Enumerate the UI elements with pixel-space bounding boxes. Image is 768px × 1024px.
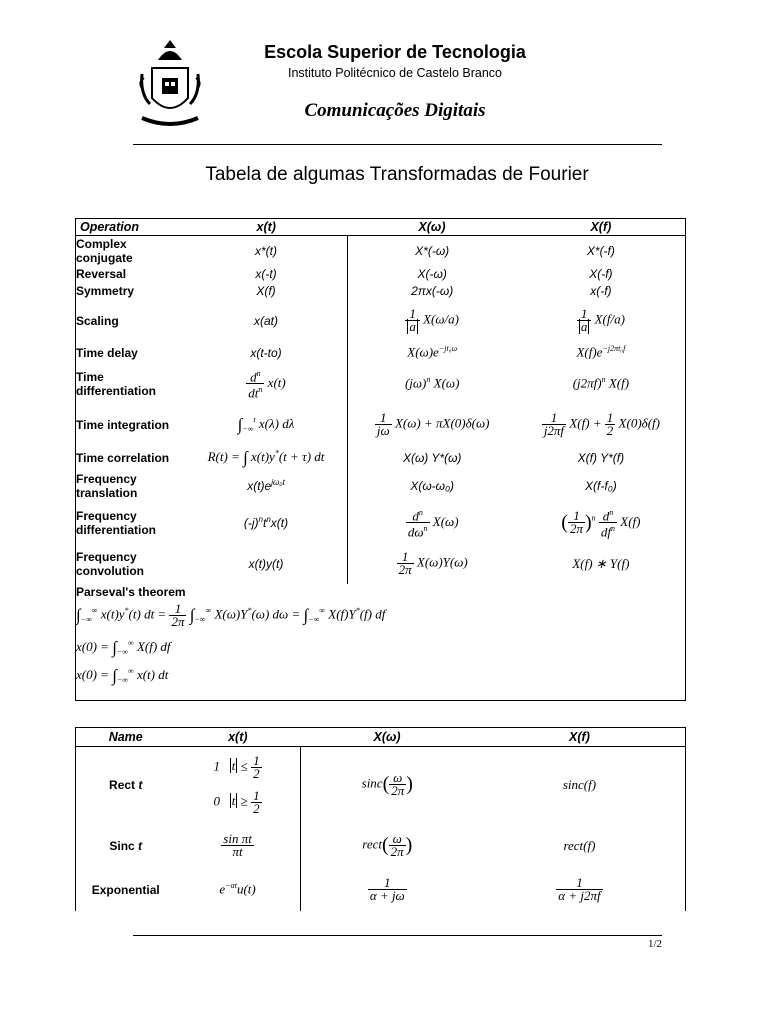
parseval-equation: $\int_{-\infty}^\infty$ x(t)y*(t) dt = $\frac{1}{2\pi}$ $\int_{-\infty}^\infty$ X(ω)Y*(ω) $d\omega = \int_{-\infty}^\infty$ X(f)Y*(f) df [76,601,386,629]
formula-xw: 2πx(-ω) [347,283,517,300]
page-header [0,0,768,150]
operation-label: Complex conjugate [76,236,133,265]
formula-xt: $e^{-\alpha t}u(t)$ [219,881,256,897]
col-xt: x(t) [175,728,300,747]
formula-xf: $\frac{1}{a}$ X(f/a) [517,300,686,342]
formula-xt: $x(t)e^{j\omega_0t}$ [247,477,285,493]
operation-label: Time correlation [76,450,170,465]
formula-xf: $(j2\pi f)^n$ X(f) [572,375,630,391]
formula-xf: ( $\frac{1}{2\pi}$ )$^n$ $\frac{d^n}{df^n}$ X(f) [561,507,641,540]
table-row [76,342,686,364]
formula-xf: rect(f) [563,837,596,853]
table-row [76,502,686,544]
parseval-title: Parseval's theorem [76,584,186,599]
table-row [76,266,686,283]
table-row [76,544,686,584]
parseval-equation: $x(0) = \int_{-\infty}^\infty$ x(t) dt [76,665,169,685]
parseval-equation: $x(0) = \int_{-\infty}^\infty$ X(f) df [76,637,171,657]
formula-xw: $\frac{1}{\alpha + j\omega}$ [300,869,474,911]
parseval-row [76,600,686,632]
formula-xw: rect( $\frac{\omega}{2\pi}$ ) [300,823,474,869]
formula-xt: x(-t) [255,267,277,281]
operation-label: Frequency convolution [76,549,144,578]
formula-xf: $X(f)e^{-j2\pi t_0f}$ [576,344,626,360]
parseval-row [76,664,686,701]
coat-of-arms-logo [138,38,202,130]
col-xw: X(ω) [300,728,474,747]
parseval-title-row [76,584,686,600]
formula-xt: X(f) [256,284,276,298]
properties-header-row [76,219,686,236]
formula-xt: $\frac{\text{sin πt}}{\pi t}$ [223,831,252,859]
pairs-header-row [76,728,686,747]
page-number: 1/2 [647,938,662,950]
page-title: Tabela de algumas Transformadas de Fourier [205,164,589,185]
operation-label: Symmetry [76,284,135,298]
formula-xw: X(-ω) [347,266,517,283]
operation-label: Frequency translation [76,471,138,500]
pairs-table [75,727,686,911]
pair-name: Exponential [91,882,160,897]
table-row [76,446,686,470]
operation-label: Reversal [76,267,127,281]
operation-label: Time differentiation [76,369,156,398]
col-xf: X(f) [517,219,686,236]
table-row [76,404,686,446]
formula-xw: $(j\omega)^n$ X(ω) [347,364,517,404]
col-xf: X(f) [474,728,686,747]
formula-xw: $\frac{1}{j\omega}$ X(ω) + πX(0)δ(ω) [347,404,517,446]
col-xw: X(ω) [347,219,517,236]
table-row [76,236,686,266]
table-row [76,364,686,404]
pair-name: Sinc t [109,838,143,853]
footer-rule [133,935,662,936]
formula-xf: X*(-f) [586,243,615,258]
formula-xw: X(ω-ω₀) [347,470,517,502]
col-operation: Operation [76,219,186,236]
formula-xt: 1 t ≤ $\frac{1}{2}$ 0 t ≥ $\frac{1}{2}$ [213,752,260,816]
header-rule [133,144,662,145]
institution-subtitle: Instituto Politécnico de Castelo Branco [287,66,502,80]
pair-name: Rect t [109,777,143,792]
formula-xt: x(t-to) [250,345,282,360]
formula-xw: $\frac{1}{a}$ X(ω/a) [347,300,517,342]
formula-xw: $\frac{1}{2\pi}$ X(ω)Y(ω) [347,544,517,584]
formula-xt: $\int_{-\infty}^t$ x(λ) dλ [237,414,295,434]
table-row [76,300,686,342]
col-xt: x(t) [185,219,347,236]
formula-xf: $\frac{1}{j2\pi f}$ X(f) + $\frac{1}{2}$ X(0)δ(f) [543,410,660,438]
formula-xf: X(f-f₀) [585,478,617,493]
table-row [76,823,686,869]
formula-xf: X(f) Y*(f) [577,450,625,465]
formula-xw: $X(\omega)e^{-jt_0\omega}$ [347,342,517,364]
formula-xt: x*(t) [255,243,277,258]
col-name: Name [76,728,176,747]
formula-xf: X(f) ∗ Y(f) [572,555,630,571]
formula-xt: R(t) = ∫ x(t)y*(t + τ) dt [207,447,325,467]
operation-label: Time delay [76,345,138,360]
table-row [76,747,686,823]
institution-name: Escola Superior de Tecnologia [264,42,526,62]
properties-table [75,218,686,701]
formula-xw: $\frac{d^n}{d\omega^n}$ X(ω) [347,502,517,544]
formula-xf: $\frac{1}{\alpha + j2\pi f}$ [558,875,601,903]
formula-xt: x(t)y(t) [248,556,284,571]
formula-xt: $\frac{d^n}{dt^n}$ x(t) [248,368,286,401]
operation-label: Frequency differentiation [76,508,156,537]
table-row [76,869,686,911]
formula-xw: X(ω) Y*(ω) [347,446,517,470]
formula-xw: sinc( $\frac{\omega}{2\pi}$ ) [300,747,474,823]
operation-label: Scaling [76,313,119,328]
parseval-row [76,632,686,664]
formula-xt: $(-j)^nt^nx(t)$ [243,514,289,530]
formula-xf: sinc(f) [562,776,597,792]
formula-xw: X*(-ω) [347,236,517,266]
formula-xt: x(at) [254,313,278,328]
operation-label: Time integration [76,417,170,432]
table-row [76,283,686,300]
formula-xf: X(-f) [589,267,613,281]
course-name: Comunicações Digitais [304,100,486,121]
table-row [76,470,686,502]
formula-xf: x(-f) [590,284,612,298]
